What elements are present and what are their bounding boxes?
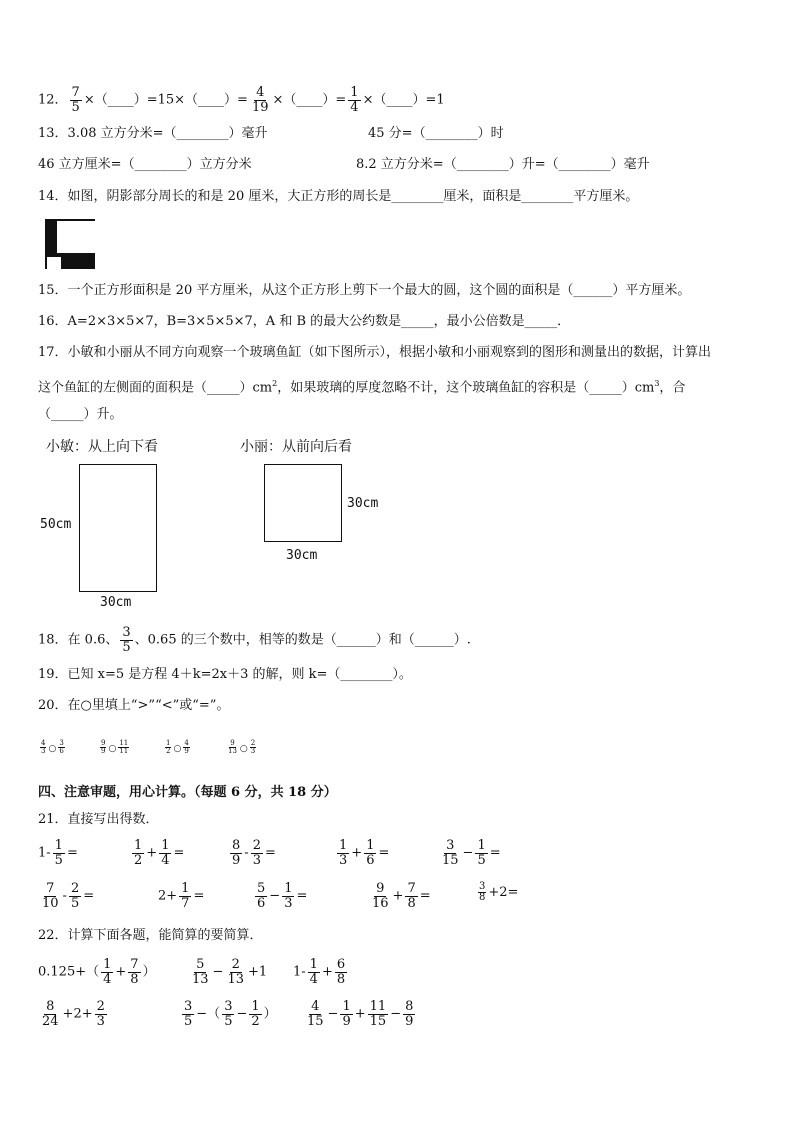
caption-xiaomin: 小敏：从上向下看 <box>46 439 158 455</box>
front-view-square <box>264 464 342 542</box>
expression: $\frac{8}{9}$ - $\frac{2}{3}$ = <box>232 838 276 868</box>
expression: $\frac{9}{16}$ + $\frac{7}{8}$ = <box>372 881 431 911</box>
top-view-rectangle <box>79 464 157 592</box>
dimension-label: 30cm <box>347 496 379 511</box>
question-13b: 45 分=（________）时 <box>368 126 504 141</box>
dimension-label: 30cm <box>286 548 318 563</box>
question-13d: 8.2 立方分米=（________）升=（________）毫升 <box>356 157 650 172</box>
question-22: 22．计算下面各题，能简算的要简算． <box>38 928 263 943</box>
expression: $\frac{7}{10}$ - $\frac{2}{5}$ = <box>42 881 95 911</box>
expression: $\frac{3}{8}$ +2= <box>479 881 519 903</box>
expression: 0.125+（ $\frac{1}{4}$ + $\frac{7}{8}$ ） <box>38 957 156 987</box>
dimension-label: 30cm <box>100 595 132 610</box>
expression: 2+ $\frac{1}{7}$ = <box>158 881 205 911</box>
expression: 1- $\frac{1}{5}$ = <box>38 838 78 868</box>
expression: $\frac{3}{15}$ − $\frac{1}{5}$ = <box>442 838 501 868</box>
compare-item: $\frac{9}{9}$ ○ $\frac{11}{11}$ <box>101 739 129 755</box>
question-16: 16．A=2×3×5×7，B=3×5×5×7，A 和 B 的最大公约数是_____，最小公倍数是_____． <box>38 314 571 329</box>
question-12: 12． $\frac{7}{5}$ ×（____）=15×（____）= $\frac{4}{19}$ ×（____）= $\frac{1}{4}$ ×（____）=1 <box>38 85 445 115</box>
question-13a: 13．3.08 立方分米=（________）毫升 <box>38 126 268 141</box>
fraction: $\frac{7}{5}$ <box>71 85 80 115</box>
dimension-label: 50cm <box>40 517 72 532</box>
compare-item: $\frac{4}{3}$ ○ $\frac{3}{6}$ <box>41 739 64 755</box>
expression: $\frac{1}{2}$ + $\frac{1}{4}$ = <box>134 838 185 868</box>
question-17-line3: （_____）升。 <box>38 407 123 422</box>
compare-item: $\frac{9}{13}$ ○ $\frac{2}{3}$ <box>228 739 256 755</box>
question-21: 21．直接写出得数． <box>38 812 159 827</box>
compare-item: $\frac{1}{2}$ ○ $\frac{4}{9}$ <box>166 739 189 755</box>
question-17-line2: 这个鱼缸的左侧面的面积是$(\_\_\_\_\_)cm^2$，如果玻璃的厚度忽略不计，这个玻璃鱼缸的容积是$(\_\_\_\_\_)cm^3$，合 <box>38 379 686 396</box>
question-18: 18．在 0.6、 $\frac{3}{5}$ 、0.65 的三个数中，相等的数是（______）和（______）. <box>38 625 471 655</box>
fraction: $\frac{3}{5}$ <box>122 625 131 655</box>
fraction: $\frac{1}{4}$ <box>350 85 359 115</box>
question-19: 19．已知 x=5 是方程 4＋k=2x＋3 的解，则 k=（________）。 <box>38 667 412 682</box>
expression: $\frac{4}{15}$ − $\frac{1}{9}$ + $\frac{11}{15}$ − $\frac{8}{9}$ <box>307 999 414 1029</box>
expression: $\frac{5}{6}$ − $\frac{1}{3}$ = <box>257 881 308 911</box>
expression: $\frac{1}{3}$ + $\frac{1}{6}$ = <box>339 838 390 868</box>
square-figure <box>45 219 95 269</box>
expression: $\frac{8}{24}$ +2+ $\frac{2}{3}$ <box>42 999 105 1029</box>
question-14: 14．如图，阴影部分周长的和是 20 厘米，大正方形的周长是________厘米，面积是________平方厘米。 <box>38 189 639 204</box>
section-heading: 四、注意审题，用心计算。（每题 6 分，共 18 分） <box>38 785 337 800</box>
question-15: 15．一个正方形面积是 20 平方厘米，从这个正方形上剪下一个最大的圆，这个圆的面积是（______）平方厘米。 <box>38 283 691 298</box>
question-13c: 46 立方厘米=（________）立方分米 <box>38 157 252 172</box>
caption-xiaoli: 小丽：从前向后看 <box>240 439 352 455</box>
question-17-line1: 17．小敏和小丽从不同方向观察一个玻璃鱼缸（如下图所示），根据小敏和小丽观察到的图形和测量出的数据，计算出 <box>38 345 712 360</box>
question-20: 20．在○里填上“>”“<”或“=”。 <box>38 698 230 713</box>
fraction: $\frac{4}{19}$ <box>251 85 269 115</box>
expression: 1- $\frac{1}{4}$ + $\frac{6}{8}$ <box>293 957 346 987</box>
expression: $\frac{5}{13}$ − $\frac{2}{13}$ +1 <box>192 957 268 987</box>
expression: $\frac{3}{5}$ −（ $\frac{3}{5}$ − $\frac{1}{2}$ ） <box>184 999 277 1029</box>
